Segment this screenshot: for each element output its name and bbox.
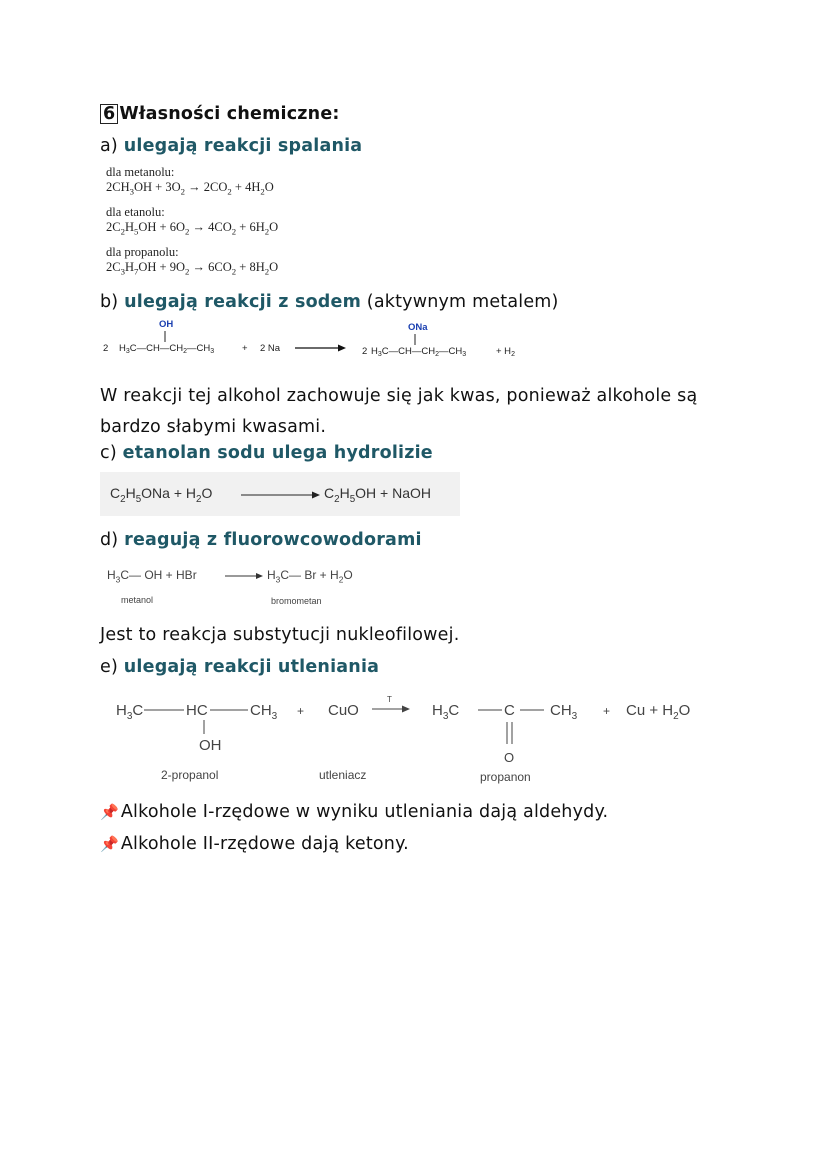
svg-text:C: C — [504, 702, 515, 719]
combustion-label: dla metanolu: — [106, 165, 175, 179]
section-d-heading: d) reagują z fluorowcowodorami — [100, 530, 422, 550]
svg-text:CH3: $CH_3$ — [250, 702, 278, 722]
pushpin-icon: 📌 — [100, 835, 119, 853]
note-secondary-alcohols: 📌 Alkohole II-rzędowe dają ketony. — [100, 834, 409, 854]
sodium-plus: + — [242, 343, 248, 354]
sodium-coef-right: 2 — [362, 346, 368, 357]
section-d-title: reagują z fluorowcowodorami — [124, 530, 422, 550]
oxidation-label-reactant: 2-propanol — [161, 768, 219, 782]
svg-text:HC: HC — [186, 702, 208, 719]
section-c-title: etanolan sodu ulega hydrolizie — [122, 443, 433, 463]
combustion-propanol — [106, 245, 278, 280]
sodium-reagent: 2 Na — [260, 343, 281, 354]
combustion-equation: $2C_3H_7OH + 9O_2 \to 6CO_2 + 8H_2O$ — [106, 260, 279, 277]
note-primary-alcohols: 📌 Alkohole I-rzędowe w wyniku utleniania dają aldehydy. — [100, 802, 609, 822]
oxidation-product: $H_3C$ — [432, 702, 460, 722]
halide-left: $H_3C—$ OH + HBr — [107, 568, 197, 585]
svg-text:+: + — [297, 704, 305, 718]
oxidation-label-oxidizer: utleniacz — [319, 768, 367, 782]
oxidation-diagram — [100, 690, 730, 790]
sodium-product-chain: $H_3C—CH—CH_2—CH_3$ — [371, 346, 467, 358]
section-c-heading: c) etanolan sodu ulega hydrolizie — [100, 443, 433, 463]
halide-label-right: bromometan — [271, 596, 322, 606]
oxidation-oxidizer: CuO — [328, 702, 359, 719]
svg-text:CH3: $CH_3$ — [550, 702, 578, 722]
section-b-suffix: (aktywnym metalem) — [366, 292, 559, 312]
oxidation-product-group: O — [504, 750, 515, 765]
section-a-heading: a) ulegają reakcji spalania — [100, 136, 363, 156]
combustion-equation: $2C_2H_5OH + 6O_2 \to 4CO_2 + 6H_2O$ — [106, 220, 279, 237]
halide-arrow — [224, 570, 264, 582]
section-a-title: ulegają reakcji spalania — [123, 136, 363, 156]
combustion-equation: $2CH_3OH + 3O_2 \to 2CO_2 + 4H_2O$ — [106, 180, 274, 197]
hydrolysis-right: $C_2H_5OH$ + NaOH — [324, 485, 432, 505]
combustion-label: dla etanolu: — [106, 205, 165, 219]
paragraph-substitution: Jest to reakcja substytucji nukleofilowej. — [100, 625, 460, 645]
section-heading — [100, 104, 340, 124]
paragraph-acid-behavior: W reakcji tej alkohol zachowuje się jak kwas, ponieważ alkohole są bardzo słabymi kwasami. — [100, 386, 698, 437]
pushpin-icon: 📌 — [100, 803, 119, 821]
combustion-ethanol — [106, 205, 278, 240]
combustion-methanol — [106, 165, 274, 200]
halide-right: $H_3C—$ $Br + H_2O$ — [267, 568, 353, 585]
section-b-title: ulegają reakcji z sodem — [124, 292, 362, 312]
oxidation-reactant: $H_3C$ — [116, 702, 144, 722]
section-e-title: ulegają reakcji utleniania — [123, 657, 380, 677]
section-b-heading: b) ulegają reakcji z sodem (aktywnym metalem) — [100, 292, 559, 312]
combustion-label: dla propanolu: — [106, 245, 179, 259]
hydrolysis-left: $C_2H_5ONa + H_2O$ — [110, 485, 213, 505]
sodium-coef-left: 2 — [103, 343, 109, 354]
heading-title: Własności chemiczne: — [119, 104, 340, 124]
svg-text:+: + — [603, 704, 611, 718]
oxidation-condition: T — [387, 695, 392, 704]
oxidation-extra-products: $Cu + H_2O$ — [626, 702, 691, 722]
halide-label-left: metanol — [121, 595, 154, 605]
hydrolysis-arrow — [240, 488, 322, 502]
sodium-product-group: ONa — [408, 322, 428, 333]
heading-number: 6 — [100, 104, 118, 124]
sodium-reactant-group: OH — [159, 319, 174, 330]
oxidation-reactant-group: OH — [199, 737, 222, 754]
oxidation-label-product: propanon — [480, 770, 531, 784]
section-e-heading: e) ulegają reakcji utleniania — [100, 657, 380, 677]
sodium-reactant-chain: $H_3C—CH—CH_2—CH_3$ — [119, 343, 215, 355]
sodium-byproduct: + $H_2$ — [496, 346, 515, 358]
sodium-reaction-diagram — [100, 316, 540, 362]
